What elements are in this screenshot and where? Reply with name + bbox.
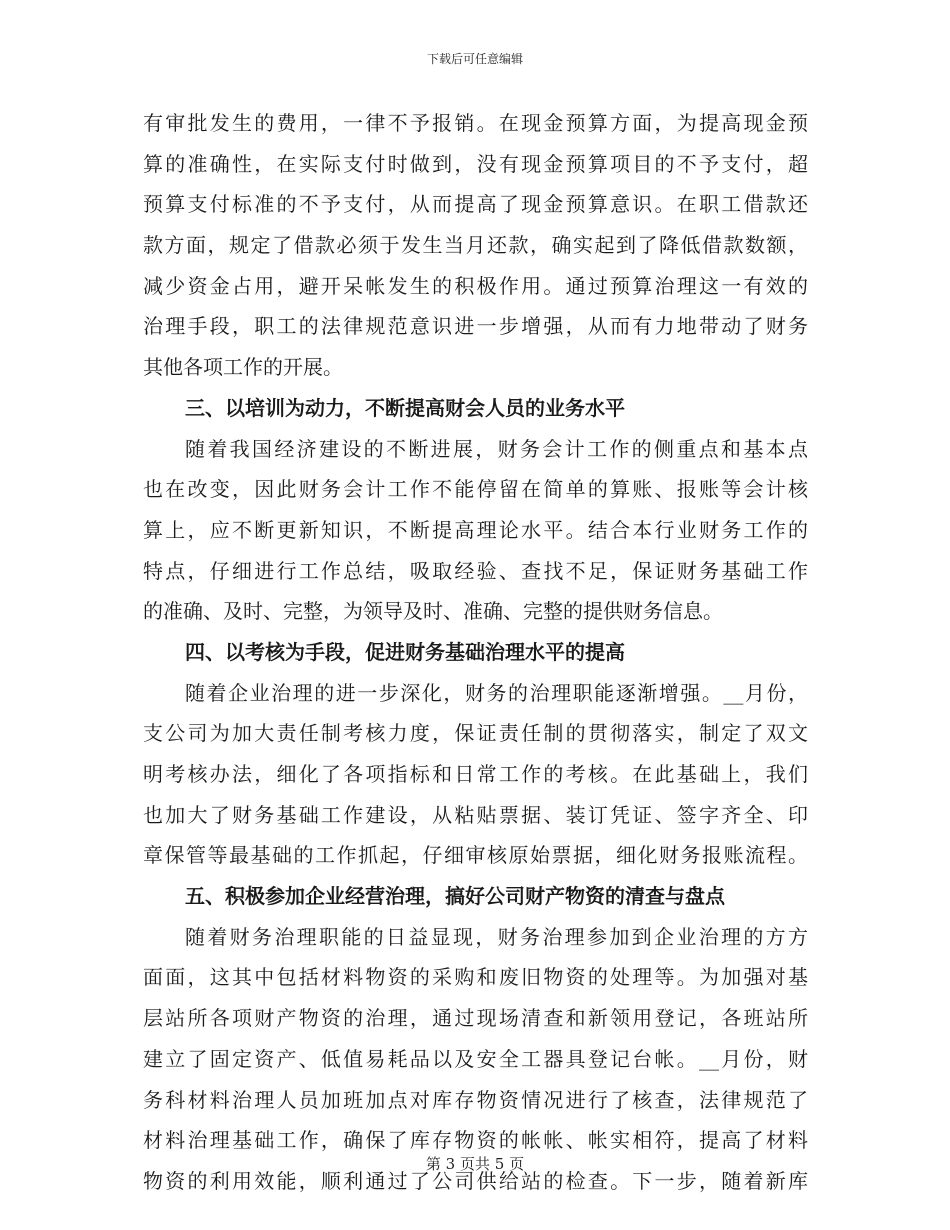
text-line: 章保管等最基础的工作抓起，仔细审核原始票据，细化财务报账流程。 <box>143 843 808 868</box>
text-line: 款方面，规定了借款必须于发生当月还款，确实起到了降低借款数额， <box>143 233 808 258</box>
text-line: 建立了固定资产、低值易耗品以及安全工器具登记台帐。__月份，财 <box>143 1046 808 1071</box>
text-line: 特点，仔细进行工作总结，吸取经验、查找不足，保证财务基础工作 <box>143 558 808 583</box>
text-line: 面面，这其中包括材料物资的采购和废旧物资的处理等。为加强对基 <box>143 965 808 990</box>
text-line: 随着企业治理的进一步深化，财务的治理职能逐渐增强。__月份， <box>185 680 808 705</box>
text-line: 物资的利用效能，顺利通过了公司供给站的检查。下一步，随着新库 <box>143 1168 808 1193</box>
text-line: 算上，应不断更新知识，不断提高理论水平。结合本行业财务工作的 <box>143 517 808 542</box>
text-line: 有审批发生的费用，一律不予报销。在现金预算方面，为提高现金预 <box>143 111 808 135</box>
section-heading: 四、以考核为手段，促进财务基础治理水平的提高 <box>185 639 625 664</box>
text-line: 支公司为加大责任制考核力度，保证责任制的贯彻落实，制定了双文 <box>143 721 808 746</box>
text-line: 材料治理基础工作，确保了库存物资的帐帐、帐实相符，提高了材料 <box>143 1128 808 1153</box>
page-footer: 第 3 页共 5 页 <box>425 1155 525 1173</box>
text-line: 层站所各项财产物资的治理，通过现场清查和新领用登记，各班站所 <box>143 1006 808 1031</box>
section-heading: 三、以培训为动力，不断提高财会人员的业务水平 <box>185 395 625 420</box>
text-line: 治理手段，职工的法律规范意识进一步增强，从而有力地带动了财务 <box>143 314 808 339</box>
section-heading: 五、积极参加企业经营治理，搞好公司财产物资的清查与盘点 <box>185 884 725 909</box>
text-line: 随着财务治理职能的日益显现，财务治理参加到企业治理的方方 <box>185 924 808 949</box>
text-line: 也加大了财务基础工作建设，从粘贴票据、装订凭证、签字齐全、印 <box>143 802 808 827</box>
text-line: 务科材料治理人员加班加点对库存物资情况进行了核查，法律规范了 <box>143 1087 808 1112</box>
text-line: 的准确、及时、完整，为领导及时、准确、完整的提供财务信息。 <box>143 599 723 624</box>
text-line: 预算支付标准的不予支付，从而提高了现金预算意识。在职工借款还 <box>143 192 808 217</box>
text-line: 也在改变，因此财务会计工作不能停留在简单的算账、报账等会计核 <box>143 477 808 502</box>
text-line: 明考核办法，细化了各项指标和日常工作的考核。在此基础上，我们 <box>143 762 808 786</box>
text-line: 随着我国经济建设的不断进展，财务会计工作的侧重点和基本点 <box>185 436 808 461</box>
document-body <box>143 103 808 1202</box>
text-line: 算的准确性，在实际支付时做到，没有现金预算项目的不予支付，超 <box>143 151 808 176</box>
text-line: 减少资金占用，避开呆帐发生的积极作用。通过预算治理这一有效的 <box>143 273 808 298</box>
page-header: 下载后可任意编辑 <box>426 52 523 66</box>
text-line: 其他各项工作的开展。 <box>143 355 343 380</box>
